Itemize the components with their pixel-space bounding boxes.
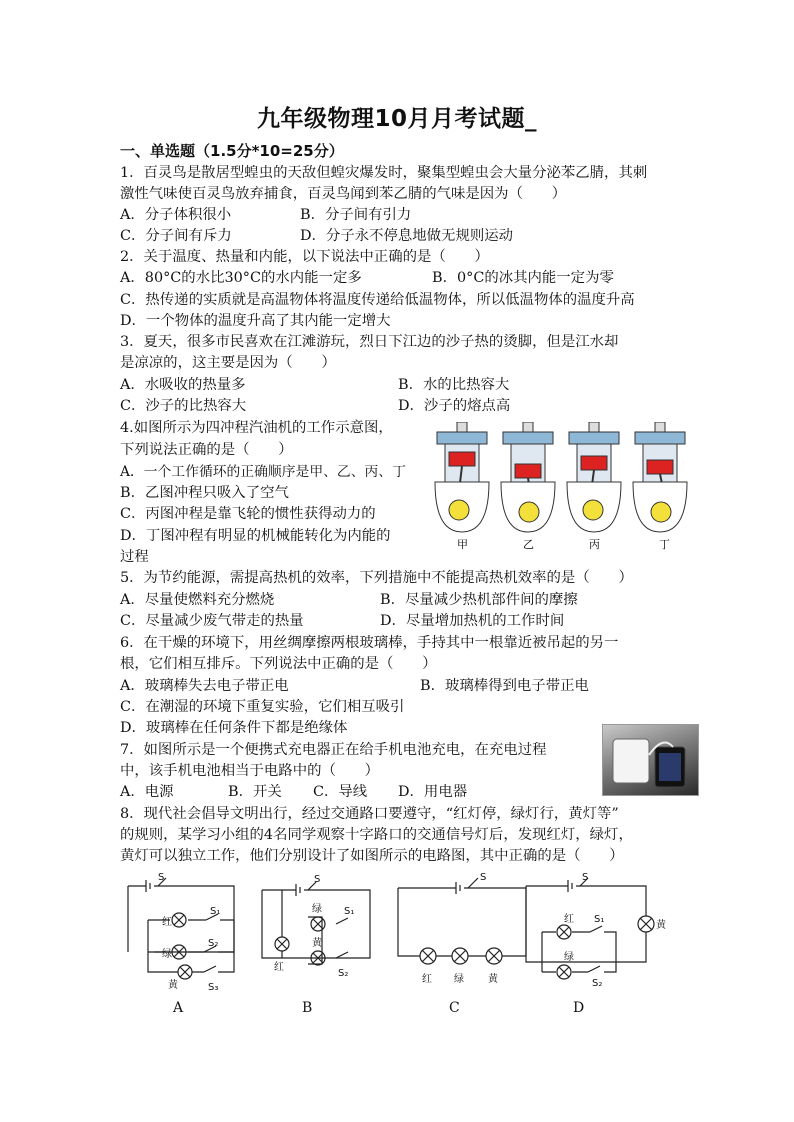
- q7-option-c: C．导线: [313, 784, 368, 800]
- q1-option-b: B．分子间有引力: [300, 207, 412, 223]
- circuit-a-s3: S₃: [208, 982, 219, 993]
- q7-option-d: D．用电器: [398, 784, 468, 800]
- q3-option-a: A．水吸收的热量多: [120, 377, 246, 393]
- q7-option-a: A．电源: [120, 784, 174, 800]
- circuit-d-switch-s: S: [582, 872, 589, 883]
- q2-option-d: D．一个物体的温度升高了其内能一定增大: [120, 313, 391, 329]
- q5-option-a: A．尽量使燃料充分燃烧: [120, 592, 275, 608]
- q3-option-c: C．沙子的比热容大: [120, 398, 247, 414]
- q1-line-2: 激性气味使百灵鸟放弃捕食，百灵鸟闻到苯乙腈的气味是因为（ ）: [120, 186, 567, 202]
- circuit-d-s2: S₂: [592, 978, 603, 989]
- circuit-d-yellow: 黄: [656, 920, 666, 931]
- q4-option-b: B．乙图冲程只吸入了空气: [120, 485, 289, 501]
- circuit-a-red: 红: [162, 917, 172, 928]
- circuit-label-b: B: [302, 1000, 313, 1016]
- q7-line-1: 7．如图所示是一个便携式充电器正在给手机电池充电，在充电过程: [120, 742, 547, 758]
- circuit-a-switch-s: S: [158, 872, 165, 883]
- q6-option-b: B．玻璃棒得到电子带正电: [420, 678, 589, 694]
- circuit-b-green: 绿: [312, 904, 322, 915]
- circuit-d: [526, 878, 654, 979]
- q3-line-1: 3．夏天，很多市民喜欢在江滩游玩，烈日下江边的沙子热的烫脚，但是江水却: [120, 334, 619, 350]
- q6-line-2: 根，它们相互排斥。下列说法中正确的是（ ）: [120, 656, 437, 672]
- q3-option-b: B．水的比热容大: [398, 377, 510, 393]
- page-title: 九年级物理10月月考试题_: [256, 106, 537, 132]
- engine-label-ding: 丁: [659, 538, 670, 551]
- engine-cylinder-yi: [501, 422, 555, 532]
- engine-label-yi: 乙: [523, 538, 534, 551]
- engine-cylinder-jia: [435, 422, 489, 532]
- q5-option-d: D．尽量增加热机的工作时间: [380, 613, 565, 629]
- circuit-a: [128, 878, 234, 979]
- q7-option-b: B．开关: [228, 784, 282, 800]
- q2-option-c: C．热传递的实质就是高温物体将温度传递给低温物体，所以低温物体的温度升高: [120, 292, 635, 308]
- circuit-label-a: A: [173, 1000, 184, 1016]
- circuit-a-s2: S₂: [208, 938, 219, 949]
- circuit-a-green: 绿: [162, 949, 172, 960]
- q1-option-d: D．分子永不停息地做无规则运动: [300, 228, 514, 244]
- circuit-b: [262, 882, 370, 965]
- engine-label-jia: 甲: [457, 538, 468, 551]
- q6-option-d: D．玻璃棒在任何条件下都是绝缘体: [120, 720, 348, 736]
- circuit-c-switch-s: S: [480, 872, 487, 883]
- circuit-label-d: D: [573, 1000, 585, 1016]
- q3-line-2: 是凉凉的，这主要是因为（ ）: [120, 355, 336, 371]
- q2-option-a: A．80°C的水比30°C的水内能一定多: [120, 270, 362, 286]
- charger-photo: [602, 724, 699, 796]
- q4-line-1: 4.如图所示为四冲程汽油机的工作示意图，: [120, 420, 393, 436]
- circuit-b-red: 红: [274, 962, 284, 973]
- circuit-d-red: 红: [564, 914, 574, 925]
- q4-option-a: A．一个工作循环的正确顺序是甲、乙、丙、丁: [120, 464, 406, 480]
- circuit-c-green: 绿: [454, 974, 464, 985]
- q4-option-d-line-2: 过程: [120, 549, 149, 565]
- circuit-b-s1: S₁: [344, 906, 355, 917]
- circuit-diagrams: [118, 872, 698, 1022]
- circuit-b-yellow: 黄: [312, 938, 322, 949]
- q2-option-b: B．0°C的冰其内能一定为零: [432, 270, 614, 286]
- q4-option-d-line-1: D．丁图冲程有明显的机械能转化为内能的: [120, 528, 391, 544]
- q3-option-d: D．沙子的熔点高: [398, 398, 511, 414]
- circuit-b-switch-s: S: [314, 874, 321, 885]
- q1-option-c: C．分子间有斥力: [120, 228, 232, 244]
- circuit-b-s2: S₂: [338, 968, 349, 979]
- q6-line-1: 6．在干燥的环境下，用丝绸摩擦两根玻璃棒，手持其中一根靠近被吊起的另一: [120, 635, 619, 651]
- circuit-d-green: 绿: [564, 952, 574, 963]
- q5-line-1: 5．为节约能源，需提高热机的效率，下列措施中不能提高热机效率的是（ ）: [120, 570, 633, 586]
- circuit-d-s1: S₁: [594, 914, 605, 925]
- circuit-a-s1: S₁: [210, 906, 221, 917]
- q1-option-a: A．分子体积很小: [120, 207, 232, 223]
- q6-option-c: C．在潮湿的环境下重复实验，它们相互吸引: [120, 699, 405, 715]
- section-heading: 一、单选题（1.5分*10=25分）: [120, 142, 344, 160]
- q8-line-1: 8．现代社会倡导文明出行，经过交通路口要遵守，“红灯停，绿灯行，黄灯等”: [120, 806, 619, 822]
- engine-label-bing: 丙: [589, 538, 600, 551]
- q5-option-c: C．尽量减少废气带走的热量: [120, 613, 304, 629]
- q5-option-b: B．尽量减少热机部件间的摩擦: [380, 592, 578, 608]
- engine-cylinder-bing: [567, 422, 621, 532]
- circuit-a-yellow: 黄: [168, 980, 178, 991]
- q6-option-a: A．玻璃棒失去电子带正电: [120, 678, 289, 694]
- q2-line-1: 2．关于温度、热量和内能，以下说法中正确的是（ ）: [120, 249, 489, 265]
- q1-line-1: 1．百灵鸟是散居型蝗虫的天敌但蝗灾爆发时，聚集型蝗虫会大量分泌苯乙腈，其刺: [120, 165, 648, 181]
- circuit-c-red: 红: [422, 974, 432, 985]
- q8-line-2: 的规则，某学习小组的4名同学观察十字路口的交通信号灯后，发现红灯，绿灯，: [120, 827, 633, 843]
- q4-option-c: C．丙图冲程是靠飞轮的惯性获得动力的: [120, 506, 376, 522]
- engine-diagram: [427, 422, 689, 554]
- engine-cylinder-ding: [633, 422, 687, 532]
- q4-line-2: 下列说法正确的是（ ）: [120, 442, 293, 458]
- circuit-label-c: C: [449, 1000, 460, 1016]
- circuit-c: [398, 878, 526, 964]
- q7-line-2: 中，该手机电池相当于电路中的（ ）: [120, 763, 380, 779]
- q8-line-3: 黄灯可以独立工作，他们分别设计了如图所示的电路图，其中正确的是（ ）: [120, 848, 624, 864]
- circuit-c-yellow: 黄: [488, 974, 498, 985]
